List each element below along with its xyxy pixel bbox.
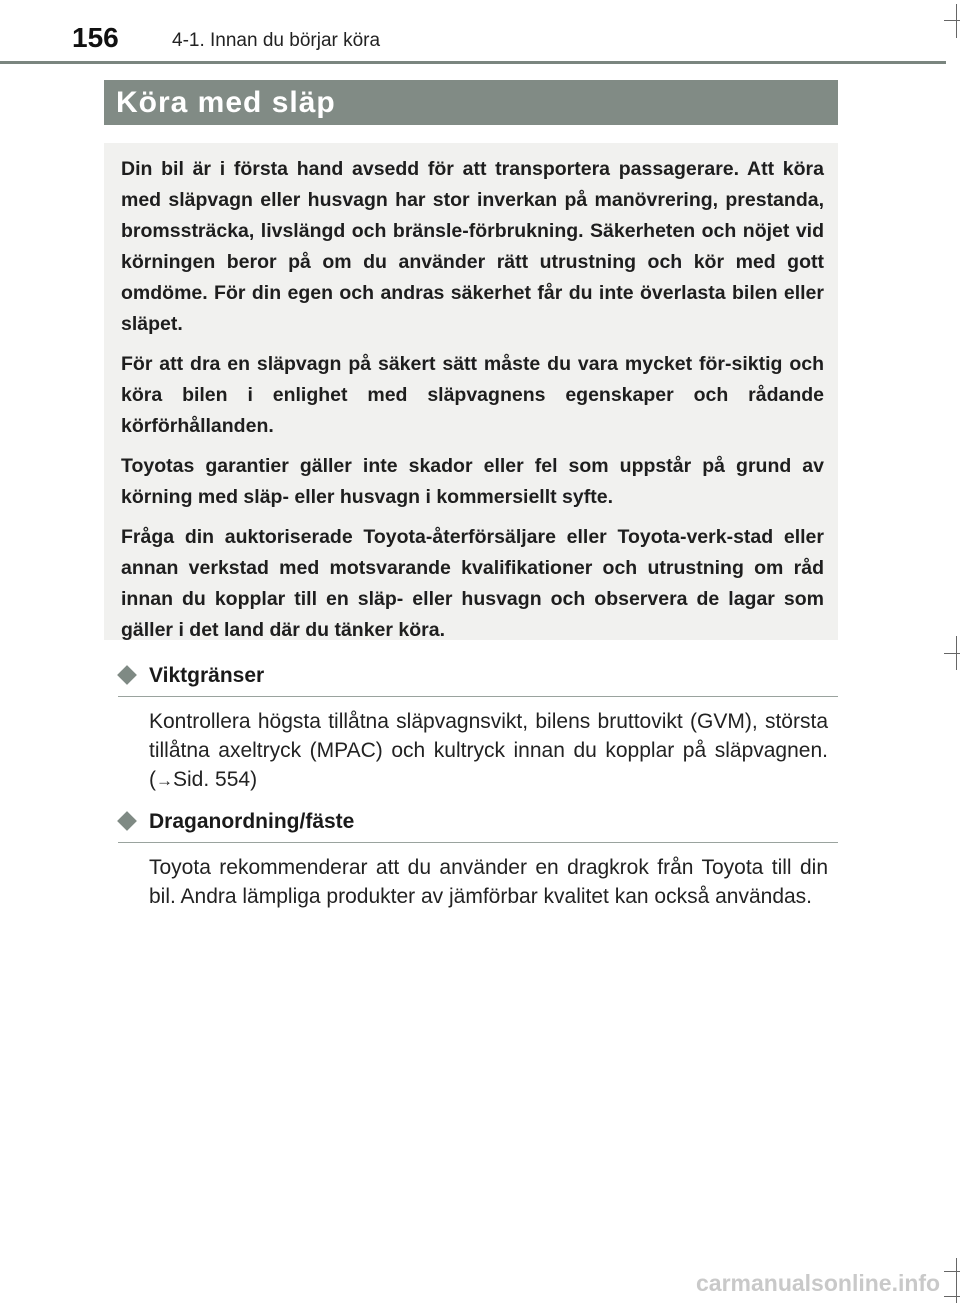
intro-paragraph: Din bil är i första hand avsedd för att transportera passagerare. Att köra med släpvagn eller husvagn har stor inverkan på manövrering, prestanda, bromssträcka, livslängd och bränsle-förbrukning. Säkerheten och nöjet vid körningen beror på om du använder rätt utrustning och kör med gott omdöme. För din egen och andras säkerhet får du inte överlasta bilen eller släpet.: [121, 158, 824, 335]
page-reference-link[interactable]: Sid. 554: [173, 768, 251, 791]
subsection-weight-limits: [118, 664, 838, 795]
section-banner: [104, 80, 838, 125]
arrow-right-icon: →: [156, 771, 173, 790]
crop-mark: [956, 4, 957, 38]
subsection-title: Draganordning/fäste: [149, 810, 355, 833]
subsection-heading: [118, 664, 838, 697]
subsection-title: Viktgränser: [149, 664, 265, 687]
chapter-title: 4-1. Innan du börjar köra: [172, 30, 381, 51]
intro-paragraph: Fråga din auktoriserade Toyota-återförsäljare eller Toyota-verk-stad eller annan verkstad med motsvarande kvalifikationer och utrustning om råd innan du kopplar till en släp- eller husvagn och observera de lagar som gäller i det land där du tänker köra.: [121, 526, 824, 641]
subsection-tow-hitch: [118, 810, 838, 911]
subsection-body: Toyota rekommenderar att du använder en dragkrok från Toyota till din bil. Andra lämpliga produkter av jämförbar kvalitet kan också användas.: [149, 856, 828, 908]
intro-box: [104, 143, 838, 640]
intro-paragraph: Toyotas garantier gäller inte skador eller fel som uppstår på grund av körning med släp- eller husvagn i kommersiellt syfte.: [121, 455, 824, 508]
page-number: 156: [72, 22, 119, 53]
crop-mark: [944, 653, 960, 654]
body-text: ): [250, 768, 258, 791]
section-title: Köra med släp: [116, 86, 336, 119]
diamond-bullet-icon: [117, 811, 137, 831]
diamond-bullet-icon: [117, 665, 137, 685]
crop-mark: [944, 1271, 960, 1272]
body-text: Kontrollera högsta tillåtna släpvagnsvikt, bilens bruttovikt (GVM), största tillåtna axeltryck (MPAC) och kultryck innan du kopplar på släpvagnen. (: [149, 710, 828, 791]
subsection-body: [149, 707, 828, 795]
header-rule: [0, 61, 946, 64]
crop-mark: [944, 20, 960, 21]
watermark: carmanualsonline.info: [696, 1270, 941, 1296]
subsection-heading: [118, 810, 838, 843]
intro-paragraph: För att dra en släpvagn på säkert sätt måste du vara mycket för-siktig och köra bilen i enlighet med släpvagnens egenskaper och rådande körförhållanden.: [121, 353, 824, 437]
crop-mark: [944, 1296, 960, 1297]
